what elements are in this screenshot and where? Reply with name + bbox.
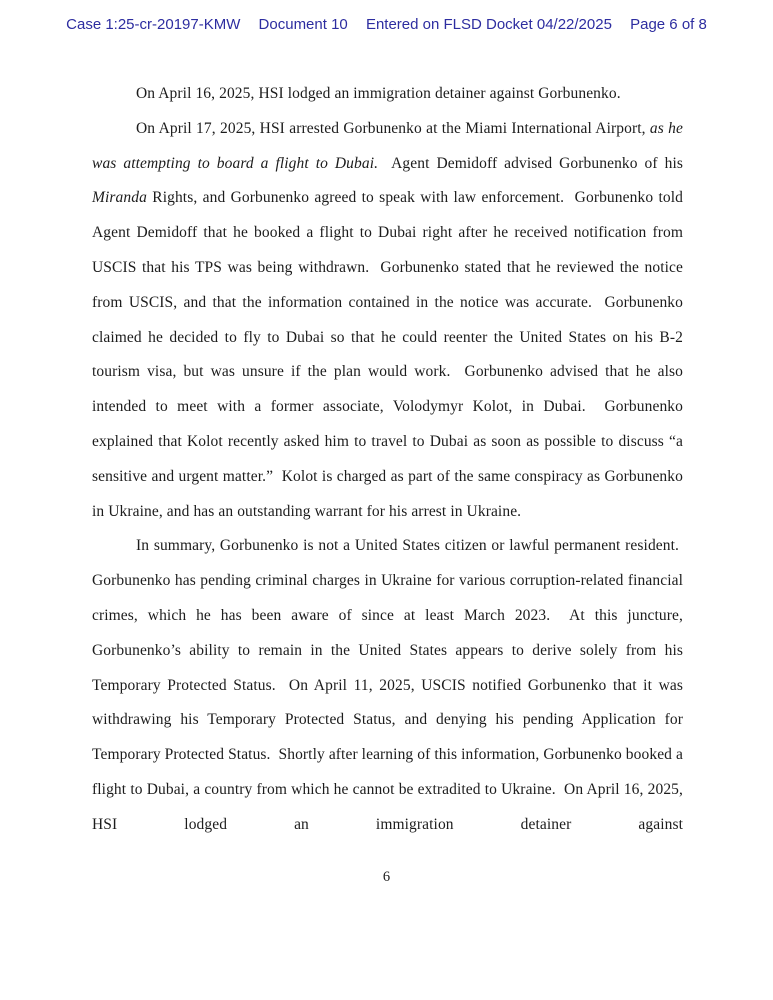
- text-run: On April 17, 2025, HSI arrested Gorbunenko at the Miami International Airport,: [136, 119, 650, 137]
- text-run: In summary, Gorbunenko is not a United States citizen or lawful permanent resident. Gorbunenko has pending criminal charges in Ukraine for various corruption-related financial crimes, which he has been aware of since at least March 2023. At this juncture, Gorbunenko’s ability to remain in the United States appears to derive solely from his Temporary Protected Status. On April 11, 2025, USCIS notified Gorbunenko that it was withdrawing his Temporary Protected Status, and denying his pending Application for Temporary Protected Status. Shortly after learning of this information, Gorbunenko booked a flight to Dubai, a country from which he cannot be extradited to Ukraine. On April 16, 2025, HSI lodged an immigration detainer against: [92, 537, 683, 833]
- paragraph: [92, 529, 683, 842]
- text-run: On April 16, 2025, HSI lodged an immigration detainer against Gorbunenko.: [136, 85, 621, 102]
- page-number: 6: [382, 869, 391, 885]
- docket-header: [0, 15, 773, 35]
- paragraph: [92, 77, 683, 112]
- page-indicator: Page 6 of 8: [630, 16, 707, 33]
- text-run: Rights, and Gorbunenko agreed to speak with law enforcement. Gorbunenko told Agent Demidoff that he booked a flight to Dubai right after he received notification from USCIS that his TPS was being withdrawn. Gorbunenko stated that he reviewed the notice from USCIS, and that the information contained in the notice was accurate. Gorbunenko claimed he decided to fly to Dubai so that he could reenter the United States on his B-2 tourism visa, but was unsure if the plan would work. Gorbunenko advised that he also intended to meet with a former associate, Volodymyr Kolot, in Dubai. Gorbunenko explained that Kolot recently asked him to travel to Dubai as soon as possible to discuss “a sensitive and urgent matter.” Kolot is charged as part of the same conspiracy as Gorbunenko in Ukraine, and has an outstanding warrant for his arrest in Ukraine.: [92, 189, 683, 520]
- paragraph: [92, 112, 683, 530]
- document-body: [92, 77, 683, 843]
- italic-run: Miranda: [92, 189, 147, 207]
- text-run: Agent Demidoff advised Gorbunenko of his: [378, 154, 683, 172]
- docket-entry-info: Entered on FLSD Docket 04/22/2025: [365, 16, 612, 33]
- case-number: Case 1:25-cr-20197-KMW: [66, 16, 241, 33]
- document-number: Document 10: [258, 16, 348, 33]
- italic-run: as he was attempting to board a flight to Dubai.: [92, 119, 683, 172]
